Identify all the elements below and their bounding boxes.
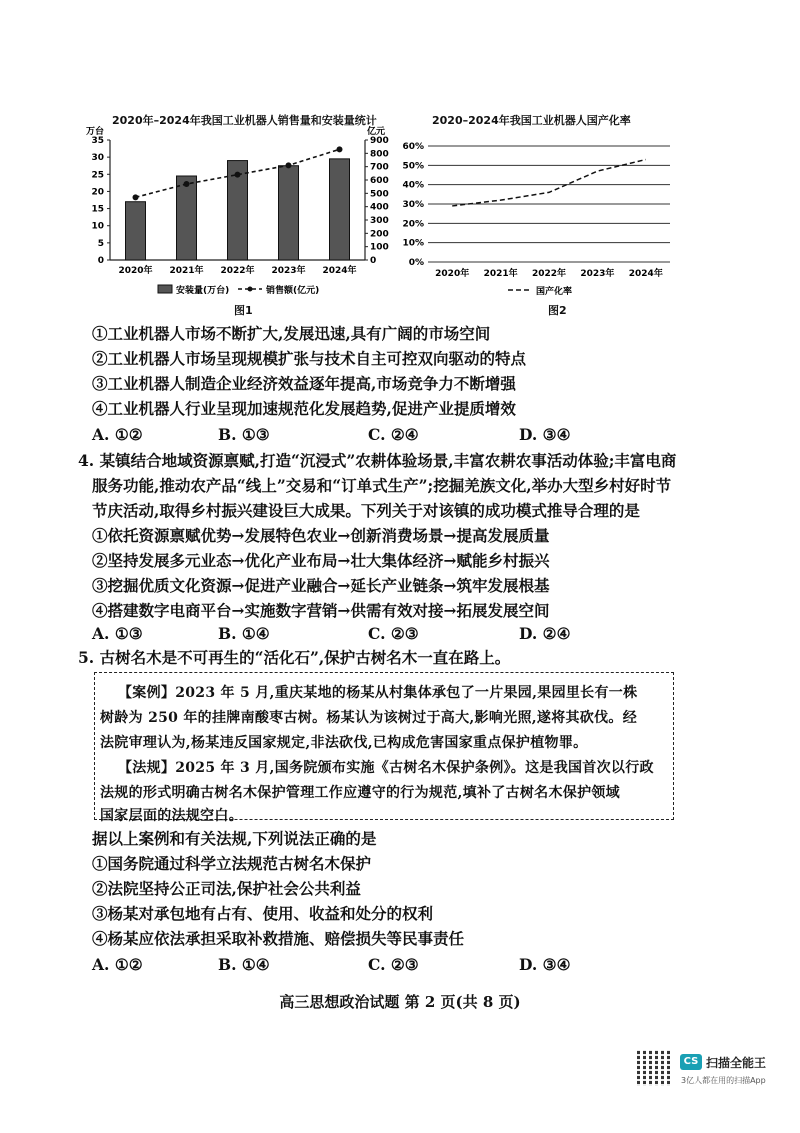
- chart1-left-tick-label: 30: [91, 153, 104, 164]
- chart1-legend-line-marker: [248, 287, 253, 292]
- chart2-y-tick-label: 60%: [402, 142, 424, 152]
- chart2-y-tick-label: 40%: [402, 180, 424, 191]
- chart1-legend-line-label: 销售额(亿元): [266, 286, 320, 296]
- chart2-x-tick-label: 2021年: [483, 269, 518, 279]
- camscanner-logo-icon: CS: [680, 1054, 702, 1070]
- q4-choice-d: D. ②④: [519, 624, 571, 643]
- q4-stem-line-3: 节庆活动,取得乡村振兴建设巨大成果。下列关于对该镇的成功模式推导合理的是: [92, 501, 640, 520]
- chart1-right-tick-label: 600: [370, 176, 389, 186]
- chart2-svg: [390, 122, 690, 302]
- q5-law-line-2: 法规的形式明确古树名木保护管理工作应遵守的行为规范,填补了古树名木保护领域: [100, 785, 620, 801]
- q5-statement-3: ③杨某对承包地有占有、使用、收益和处分的权利: [92, 904, 434, 923]
- q5-law-line-1: 【法规】2025 年 3 月,国务院颁布实施《古树名木保护条例》。这是我国首次以行政: [118, 760, 654, 776]
- chart1-right-tick-label: 300: [370, 216, 389, 226]
- q5-statement-4: ④杨某应依法承担采取补救措施、赔偿损失等民事责任: [92, 929, 465, 948]
- chart2-y-tick-label: 0%: [408, 258, 424, 268]
- chart1-right-unit: 亿元: [367, 127, 386, 137]
- q3-statement-2: ②工业机器人市场呈现规模扩张与技术自主可控双向驱动的特点: [92, 349, 527, 368]
- chart1-legend-bar-swatch: [158, 285, 172, 293]
- q5-choice-b: B. ①④: [218, 955, 270, 974]
- chart1-right-tick-label: 0: [370, 256, 377, 266]
- q3-statement-4: ④工业机器人行业呈现加速规范化发展趋势,促进产业提质增效: [92, 399, 516, 418]
- chart2-title: 2020–2024年我国工业机器人国产化率: [432, 114, 631, 127]
- chart1-bar: [279, 166, 299, 260]
- chart2-legend-label: 国产化率: [536, 287, 573, 297]
- chart1-right-tick-label: 800: [370, 149, 389, 160]
- chart1-bar: [330, 159, 350, 260]
- chart1-left-unit: 万台: [86, 127, 105, 137]
- chart2-y-tick-label: 10%: [402, 238, 424, 249]
- q3-choice-a: A. ①②: [92, 425, 143, 444]
- chart1-sales-point: [337, 146, 343, 152]
- q5-choice-c: C. ②③: [368, 955, 419, 974]
- chart1-left-tick-label: 25: [91, 170, 104, 181]
- q4-choice-b: B. ①④: [218, 624, 270, 643]
- chart2-x-tick-label: 2023年: [580, 269, 615, 279]
- chart2-x-tick-label: 2020年: [435, 269, 470, 279]
- q5-case-line-1: 【案例】2023 年 5 月,重庆某地的杨某从村集体承包了一片果园,果园里长有一株: [118, 685, 638, 701]
- chart1-sales-point: [286, 162, 292, 168]
- q3-choice-d: D. ③④: [519, 425, 571, 444]
- q5-statement-1: ①国务院通过科学立法规范古树名木保护: [92, 854, 372, 873]
- q4-stem-line-2: 服务功能,推动农产品“线上”交易和“订单式生产”;挖掘羌族文化,举办大型乡村好时节: [92, 476, 672, 495]
- chart1-x-tick-label: 2024年: [322, 266, 357, 276]
- chart2-y-tick-label: 50%: [402, 161, 424, 172]
- q4-statement-1: ①依托资源禀赋优势→发展特色农业→创新消费场景→提高发展质量: [92, 526, 550, 545]
- chart1-x-tick-label: 2022年: [220, 266, 255, 276]
- q5-case-line-3: 法院审理认为,杨某违反国家规定,非法砍伐,已构成危害国家重点保护植物罪。: [100, 735, 588, 751]
- chart1-left-tick-label: 35: [91, 136, 104, 146]
- chart1-sales-point: [133, 194, 139, 200]
- q3-choice-b: B. ①③: [218, 425, 270, 444]
- q5-case-line-2: 树龄为 250 年的挂牌南酸枣古树。杨某认为该树过于高大,影响光照,遂将其砍伐。经: [100, 710, 638, 726]
- chart1-title: 2020年–2024年我国工业机器人销售量和安装量统计: [112, 114, 377, 127]
- chart2-localization-line: [452, 160, 646, 206]
- q5-choice-d: D. ③④: [519, 955, 571, 974]
- chart1-svg: [80, 122, 400, 302]
- chart2-x-tick-label: 2022年: [531, 269, 567, 279]
- q4-choice-a: A. ①③: [92, 624, 143, 643]
- chart1-sales-point: [184, 181, 190, 187]
- q5-choice-a: A. ①②: [92, 955, 143, 974]
- chart1-left-tick-label: 5: [97, 238, 104, 249]
- chart1-right-tick-label: 900: [370, 136, 389, 146]
- chart1-right-tick-label: 100: [370, 242, 389, 253]
- page-footer: 高三思想政治试题 第 2 页(共 8 页): [279, 993, 521, 1011]
- chart2-x-tick-label: 2024年: [628, 269, 663, 279]
- chart1-bar: [177, 176, 197, 260]
- chart1-bar: [126, 202, 146, 260]
- chart1-right-tick-label: 700: [370, 162, 389, 173]
- q4-choice-c: C. ②③: [368, 624, 419, 643]
- q5-stem: 5. 古树名木是不可再生的“活化石”,保护古树名木一直在路上。: [78, 648, 511, 667]
- chart1-x-tick-label: 2023年: [271, 266, 306, 276]
- q5-prompt: 据以上案例和有关法规,下列说法正确的是: [92, 829, 377, 848]
- q3-statement-1: ①工业机器人市场不断扩大,发展迅速,具有广阔的市场空间: [92, 324, 491, 343]
- q4-stem-line-1: 4. 某镇结合地域资源禀赋,打造“沉浸式”农耕体验场景,丰富农耕农事活动体验;丰富电商: [78, 451, 677, 470]
- chart2-y-tick-label: 20%: [402, 219, 424, 230]
- camscanner-slogan: 3亿人都在用的扫描App: [681, 1076, 766, 1085]
- chart1-caption: 图1: [234, 304, 253, 317]
- chart1-right-tick-label: 400: [370, 202, 389, 213]
- chart1-legend-bar-label: 安装量(万台): [176, 286, 230, 296]
- chart2-y-tick-label: 30%: [402, 200, 424, 210]
- q3-statement-3: ③工业机器人制造企业经济效益逐年提高,市场竞争力不断增强: [92, 374, 516, 393]
- q5-statement-2: ②法院坚持公正司法,保护社会公共利益: [92, 879, 361, 898]
- chart1-x-tick-label: 2021年: [169, 266, 204, 276]
- q5-law-line-3: 国家层面的法规空白。: [100, 808, 243, 824]
- chart1-right-tick-label: 500: [370, 189, 389, 200]
- chart1-left-tick-label: 15: [91, 204, 104, 215]
- q4-statement-2: ②坚持发展多元业态→优化产业布局→壮大集体经济→赋能乡村振兴: [92, 551, 550, 570]
- chart1-right-tick-label: 200: [370, 229, 389, 240]
- chart1-left-tick-label: 20: [91, 187, 104, 198]
- chart2-caption: 图2: [548, 304, 567, 317]
- chart1-sales-point: [235, 172, 241, 178]
- q4-statement-3: ③挖掘优质文化资源→促进产业融合→延长产业链条→筑牢发展根基: [92, 576, 550, 595]
- chart1-x-tick-label: 2020年: [118, 266, 153, 276]
- q4-statement-4: ④搭建数字电商平台→实施数字营销→供需有效对接→拓展发展空间: [92, 601, 550, 620]
- chart1-left-tick-label: 0: [97, 256, 104, 266]
- q3-choice-c: C. ②④: [368, 425, 419, 444]
- chart1-left-tick-label: 10: [91, 221, 104, 232]
- camscanner-name: 扫描全能王: [706, 1056, 767, 1070]
